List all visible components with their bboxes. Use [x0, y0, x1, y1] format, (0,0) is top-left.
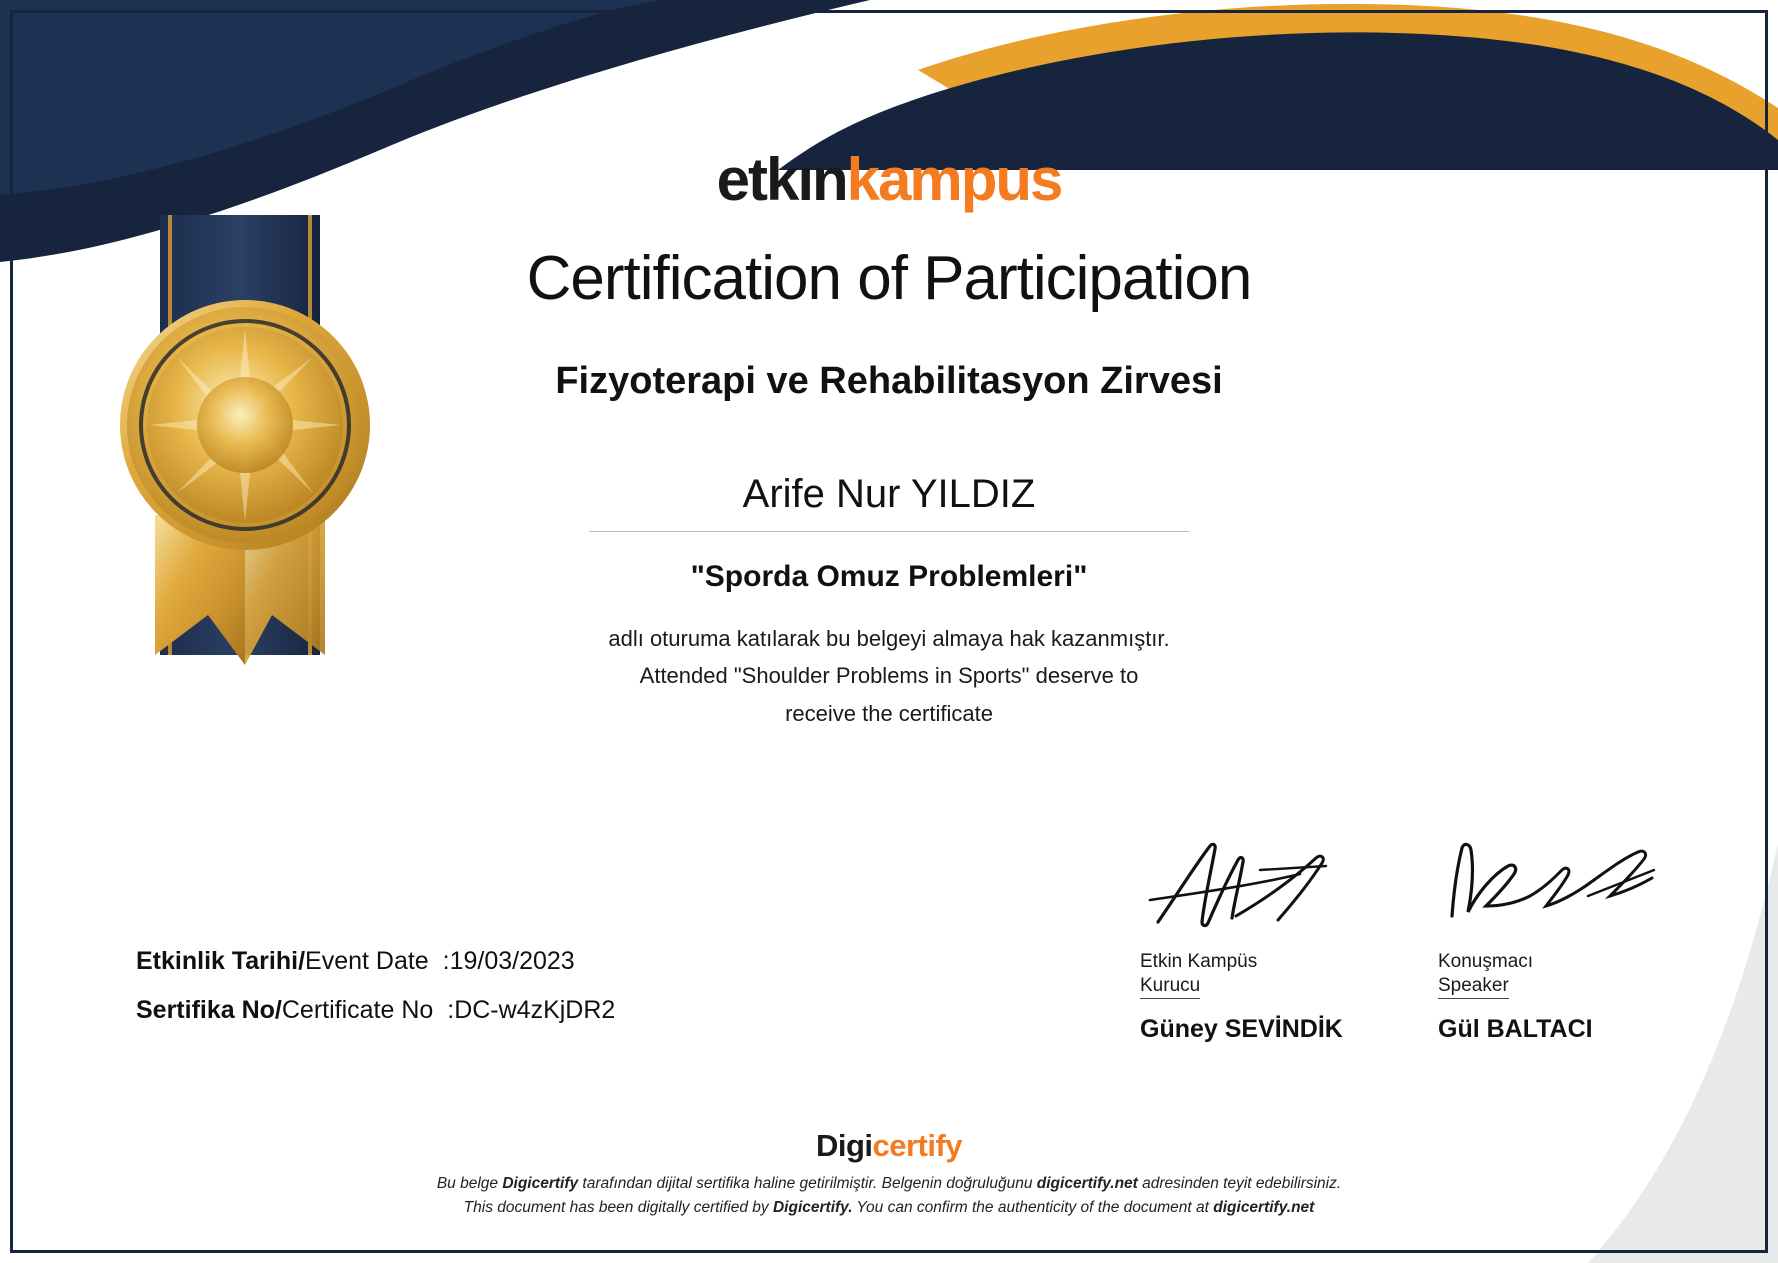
- signature-role-tr-speaker: Konuşmacı: [1438, 951, 1534, 972]
- digicertify-logo-part2: certify: [872, 1128, 963, 1163]
- description-en-line2: receive the certificate: [785, 700, 993, 726]
- footer-tr-a: Bu belge: [436, 1175, 503, 1192]
- digicertify-logo-part1: Digi: [815, 1128, 873, 1163]
- description-en-line1: Attended "Shoulder Problems in Sports" deserve to: [639, 663, 1139, 689]
- logo-text-primary: etkın: [716, 146, 847, 213]
- footer-en-c: You can confirm the authenticity of the document at: [852, 1199, 1214, 1217]
- signature-area: [1140, 830, 1700, 1044]
- signature-mark-speaker: [1438, 830, 1668, 940]
- event-date-value: 19/03/2023: [449, 947, 575, 975]
- event-date-label-en: Event Date: [305, 947, 429, 975]
- signature-name-speaker: Gül BALTACI: [1438, 1015, 1593, 1043]
- footer-en-a: This document has been digitally certified by: [463, 1199, 773, 1217]
- footer-text-tr: [0, 1173, 1778, 1195]
- footer-tr-e: adresinden teyit edebilirsiniz.: [1137, 1175, 1342, 1192]
- footer-en-d: digicertify.net: [1213, 1199, 1315, 1217]
- description-tr: adlı oturuma katılarak bu belgeyi almaya hak kazanmıştır.: [608, 626, 1170, 651]
- session-title: "Sporda Omuz Problemleri": [690, 560, 1088, 593]
- certificate-no-label-en: Certificate No: [281, 996, 434, 1024]
- certificate-details: [136, 947, 615, 1045]
- signature-name-founder: Güney SEVİNDİK: [1140, 1015, 1343, 1043]
- recipient-name: Arife Nur YILDIZ: [589, 472, 1189, 532]
- certificate-footer: [0, 1128, 1778, 1220]
- certificate-no-value: DC-w4zKjDR2: [454, 996, 616, 1024]
- signature-block-founder: [1140, 830, 1380, 1044]
- logo-text-accent: kampus: [846, 146, 1062, 213]
- certificate-no-row: [136, 996, 615, 1025]
- footer-en-b: Digicertify.: [772, 1199, 853, 1217]
- footer-tr-b: Digicertify: [502, 1175, 579, 1192]
- certificate-no-separator: :: [447, 996, 455, 1024]
- digicertify-logo: [0, 1128, 1778, 1164]
- description-block: [0, 620, 1778, 732]
- signature-mark-founder: [1140, 830, 1370, 940]
- event-date-label-tr: Etkinlik Tarihi/: [136, 947, 306, 975]
- etkinkampus-logo: [0, 146, 1778, 213]
- signature-role-tr-founder: Etkin Kampüs: [1140, 951, 1258, 972]
- signature-role-en-founder: Kurucu: [1140, 975, 1200, 999]
- signature-block-speaker: [1438, 830, 1678, 1044]
- event-date-separator: :: [442, 947, 450, 975]
- certificate-no-label-tr: Sertifika No/: [136, 996, 282, 1024]
- signature-role-en-speaker: Speaker: [1438, 975, 1509, 999]
- footer-text-en: [0, 1197, 1778, 1219]
- event-name: Fizyoterapi ve Rehabilitasyon Zirvesi: [555, 360, 1223, 402]
- footer-tr-c: tarafından dijital sertifika haline getirilmiştir. Belgenin doğruluğunu: [578, 1175, 1037, 1192]
- footer-tr-d: digicertify.net: [1036, 1175, 1138, 1192]
- event-date-row: [136, 947, 615, 976]
- certificate-title: Certification of Participation: [526, 244, 1252, 313]
